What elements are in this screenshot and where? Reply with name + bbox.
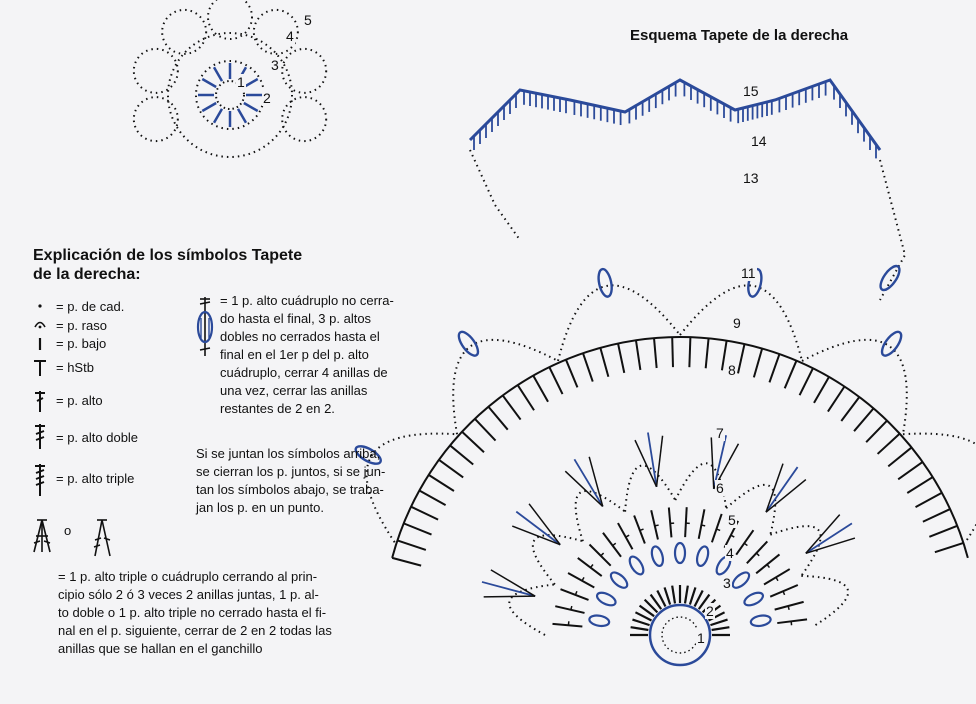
- legend-item-chain: = p. de cad.: [56, 299, 125, 314]
- band-stitch: [929, 526, 957, 537]
- cluster-desc-line: cipio sólo 2 ó 3 veces 2 anillas juntas, 1 p. al-: [58, 587, 319, 602]
- oval-stitch: [650, 545, 665, 567]
- chain-dot-icon: [38, 304, 41, 307]
- quad-desc-line: final en el 1er p del p. alto: [220, 347, 369, 362]
- ring-stitch: [685, 507, 687, 537]
- top-left-round-label: 5: [304, 12, 312, 28]
- round-label: 14: [751, 133, 767, 149]
- quadruple-cluster-icon: [198, 297, 212, 356]
- top-left-round-label: 2: [263, 90, 271, 106]
- ring-stitch: [764, 569, 790, 584]
- ring-stitch: [669, 507, 672, 537]
- quad-cluster-description: [220, 292, 420, 418]
- round-label: 3: [723, 575, 731, 591]
- center-chain: [662, 617, 698, 653]
- oval-stitch: [750, 614, 771, 627]
- spoke-stitch: [238, 109, 246, 123]
- band-stitch: [841, 397, 859, 421]
- quad-desc-line: dobles no cerrados hasta el: [220, 329, 380, 344]
- band-stitch: [488, 407, 507, 430]
- band-stitch: [549, 367, 562, 394]
- band-stitch: [689, 337, 690, 367]
- oval-stitch: [743, 590, 765, 608]
- ring-stitch: [777, 619, 807, 623]
- band-stitch: [404, 523, 432, 534]
- band-stitch: [583, 353, 593, 381]
- round-1-stitch: [690, 587, 696, 604]
- round-label: 13: [743, 170, 759, 186]
- band-stitch: [916, 493, 942, 507]
- double-treble-crochet-icon: [35, 464, 45, 496]
- round-label: 5: [728, 512, 736, 528]
- leaf-cluster: [596, 268, 614, 298]
- chain-loop: [134, 97, 178, 141]
- band-stitch: [866, 421, 887, 443]
- half-double-crochet-icon: [34, 361, 46, 376]
- ring-stitch: [699, 509, 705, 538]
- band-stitch: [898, 462, 922, 479]
- band-stitch: [672, 337, 673, 367]
- oval-stitch: [595, 590, 617, 608]
- leaf-cluster: [455, 329, 481, 359]
- band-stitch: [392, 558, 421, 566]
- band-stitch: [800, 368, 813, 395]
- side-chain: [470, 150, 905, 300]
- band-stitch: [518, 385, 534, 410]
- join-desc-line: Si se juntan los símbolos arriba,: [196, 446, 381, 461]
- band-stitch: [419, 491, 445, 506]
- round-1-stitch: [672, 586, 675, 604]
- band-stitch: [429, 475, 454, 491]
- spoke-stitch: [214, 67, 222, 81]
- band-stitch: [618, 344, 624, 373]
- band-stitch: [828, 387, 845, 412]
- round-1-stitch: [685, 586, 688, 604]
- round-label: 11: [741, 265, 756, 281]
- ring-stitch: [756, 554, 779, 573]
- spoke-stitch: [244, 79, 258, 87]
- chain-loop: [134, 49, 178, 93]
- cluster-stitch-alt-icon: [94, 520, 110, 556]
- band-stitch: [888, 447, 911, 466]
- band-stitch: [814, 377, 829, 403]
- ring-stitch: [555, 606, 584, 613]
- spoke-stitch: [214, 109, 222, 123]
- legend-item-hstb: = hStb: [56, 360, 94, 375]
- oval-stitch: [589, 614, 610, 627]
- round-1-stitch: [665, 587, 671, 604]
- spoke-stitch: [244, 103, 258, 111]
- join-description: [196, 445, 406, 517]
- ring-stitch: [568, 573, 594, 588]
- band-stitch: [636, 340, 640, 370]
- cluster-stitch-icon: [34, 520, 50, 552]
- leaf-cluster: [877, 263, 903, 293]
- quad-desc-line: restantes de 2 en 2.: [220, 401, 335, 416]
- double-crochet-icon: [35, 391, 45, 412]
- cluster-desc-line: = 1 p. alto triple o cuádruplo cerrando al prin-: [58, 569, 318, 584]
- oval-stitch: [730, 570, 752, 591]
- cluster-stem: [482, 582, 535, 596]
- cluster-or-label: o: [64, 523, 72, 538]
- oval-stitch: [675, 543, 685, 563]
- round-label: 4: [726, 545, 734, 561]
- band-stitch: [722, 341, 727, 371]
- top-left-round-label: 1: [237, 74, 245, 90]
- top-left-round-label: 4: [286, 28, 294, 44]
- oval-stitch: [608, 570, 630, 591]
- chain-loop: [162, 10, 206, 54]
- join-desc-line: se cierran los p. juntos, si se jun-: [196, 464, 386, 479]
- chain-loop: [282, 49, 326, 93]
- band-stitch: [411, 507, 438, 520]
- spoke-stitch: [202, 79, 216, 87]
- band-stitch: [654, 338, 657, 368]
- cluster-desc-line: to doble o 1 p. alto triple no cerrado hasta el fi-: [58, 605, 327, 620]
- round-1-stitch: [632, 620, 649, 626]
- band-stitch: [923, 509, 950, 522]
- band-stitch: [475, 419, 496, 441]
- top-left-doily-chart: [134, 0, 326, 157]
- band-stitch: [907, 477, 932, 493]
- fan-doily-chart: [353, 80, 976, 665]
- band-stitch: [878, 434, 900, 454]
- band-stitch: [769, 354, 779, 382]
- round-1-stitch: [710, 620, 727, 626]
- treble-crochet-icon: [35, 424, 45, 449]
- cluster-description: [58, 568, 378, 658]
- join-desc-line: tan los símbolos abajo, se traba-: [196, 482, 384, 497]
- legend-heading-line1: Explicación de los símbolos Tapete: [33, 247, 303, 264]
- legend-heading: [33, 246, 363, 284]
- round-label: 1: [697, 630, 705, 646]
- round-label: 6: [716, 480, 724, 496]
- band-stitch: [533, 376, 548, 402]
- round-label: 7: [716, 425, 724, 441]
- ring-stitch: [589, 544, 610, 565]
- band-stitch: [397, 540, 425, 550]
- ring-stitch: [712, 514, 722, 542]
- ring-stitch: [747, 541, 767, 563]
- round-1-stitch: [712, 627, 730, 630]
- legend-item-single: = p. bajo: [56, 336, 107, 351]
- ring-stitch: [561, 589, 589, 600]
- round-label: 2: [706, 603, 714, 619]
- band-stitch: [600, 348, 608, 377]
- band-stitch: [503, 395, 521, 419]
- ring-stitch: [578, 558, 602, 576]
- cluster-desc-line: anillas que se hallan en el ganchillo: [58, 641, 263, 656]
- band-stitch: [754, 349, 762, 378]
- round-label: 15: [743, 83, 759, 99]
- ring-stitch: [736, 530, 753, 555]
- leaf-cluster: [879, 329, 905, 359]
- ring-stitch: [618, 523, 633, 549]
- band-stitch: [462, 432, 484, 452]
- round-label: 8: [728, 362, 736, 378]
- legend-item-double: = p. alto: [56, 393, 103, 408]
- round-1-stitch: [631, 627, 649, 630]
- legend-item-triple: = p. alto triple: [56, 471, 135, 486]
- spoke-stitch: [202, 103, 216, 111]
- band-stitch: [785, 361, 797, 389]
- quad-desc-line: = 1 p. alto cuádruplo no cerra-: [220, 293, 394, 308]
- band-stitch: [854, 408, 873, 431]
- band-stitch: [706, 338, 709, 368]
- chain-arc: [801, 576, 848, 626]
- quad-desc-line: cuádruplo, cerrar 4 anillas de: [220, 365, 388, 380]
- legend-item-treble: = p. alto doble: [56, 430, 139, 445]
- ring-stitch: [552, 624, 582, 627]
- oval-stitch: [627, 554, 646, 576]
- oval-stitch: [695, 545, 710, 567]
- diagram-title: Esquema Tapete de la derecha: [630, 27, 849, 44]
- ring-stitch: [603, 533, 621, 557]
- band-stitch: [935, 543, 964, 552]
- band-stitch: [738, 344, 744, 373]
- cluster-desc-line: nal en el p. siguiente, cerrar de 2 en 2 todas las: [58, 623, 332, 638]
- quad-desc-line: do hasta el final, 3 p. altos: [220, 311, 372, 326]
- round-label: 9: [733, 315, 741, 331]
- chain-loop: [282, 97, 326, 141]
- band-stitch: [439, 460, 463, 478]
- band-stitch: [450, 445, 473, 464]
- legend-heading-line2: de la derecha:: [33, 266, 141, 283]
- join-desc-line: jan los p. en un punto.: [196, 500, 324, 515]
- quad-desc-line: una vez, cerrar las anillas: [220, 383, 368, 398]
- legend-item-slip: = p. raso: [56, 318, 107, 333]
- top-left-round-label: 3: [271, 57, 279, 73]
- band-stitch: [566, 360, 577, 388]
